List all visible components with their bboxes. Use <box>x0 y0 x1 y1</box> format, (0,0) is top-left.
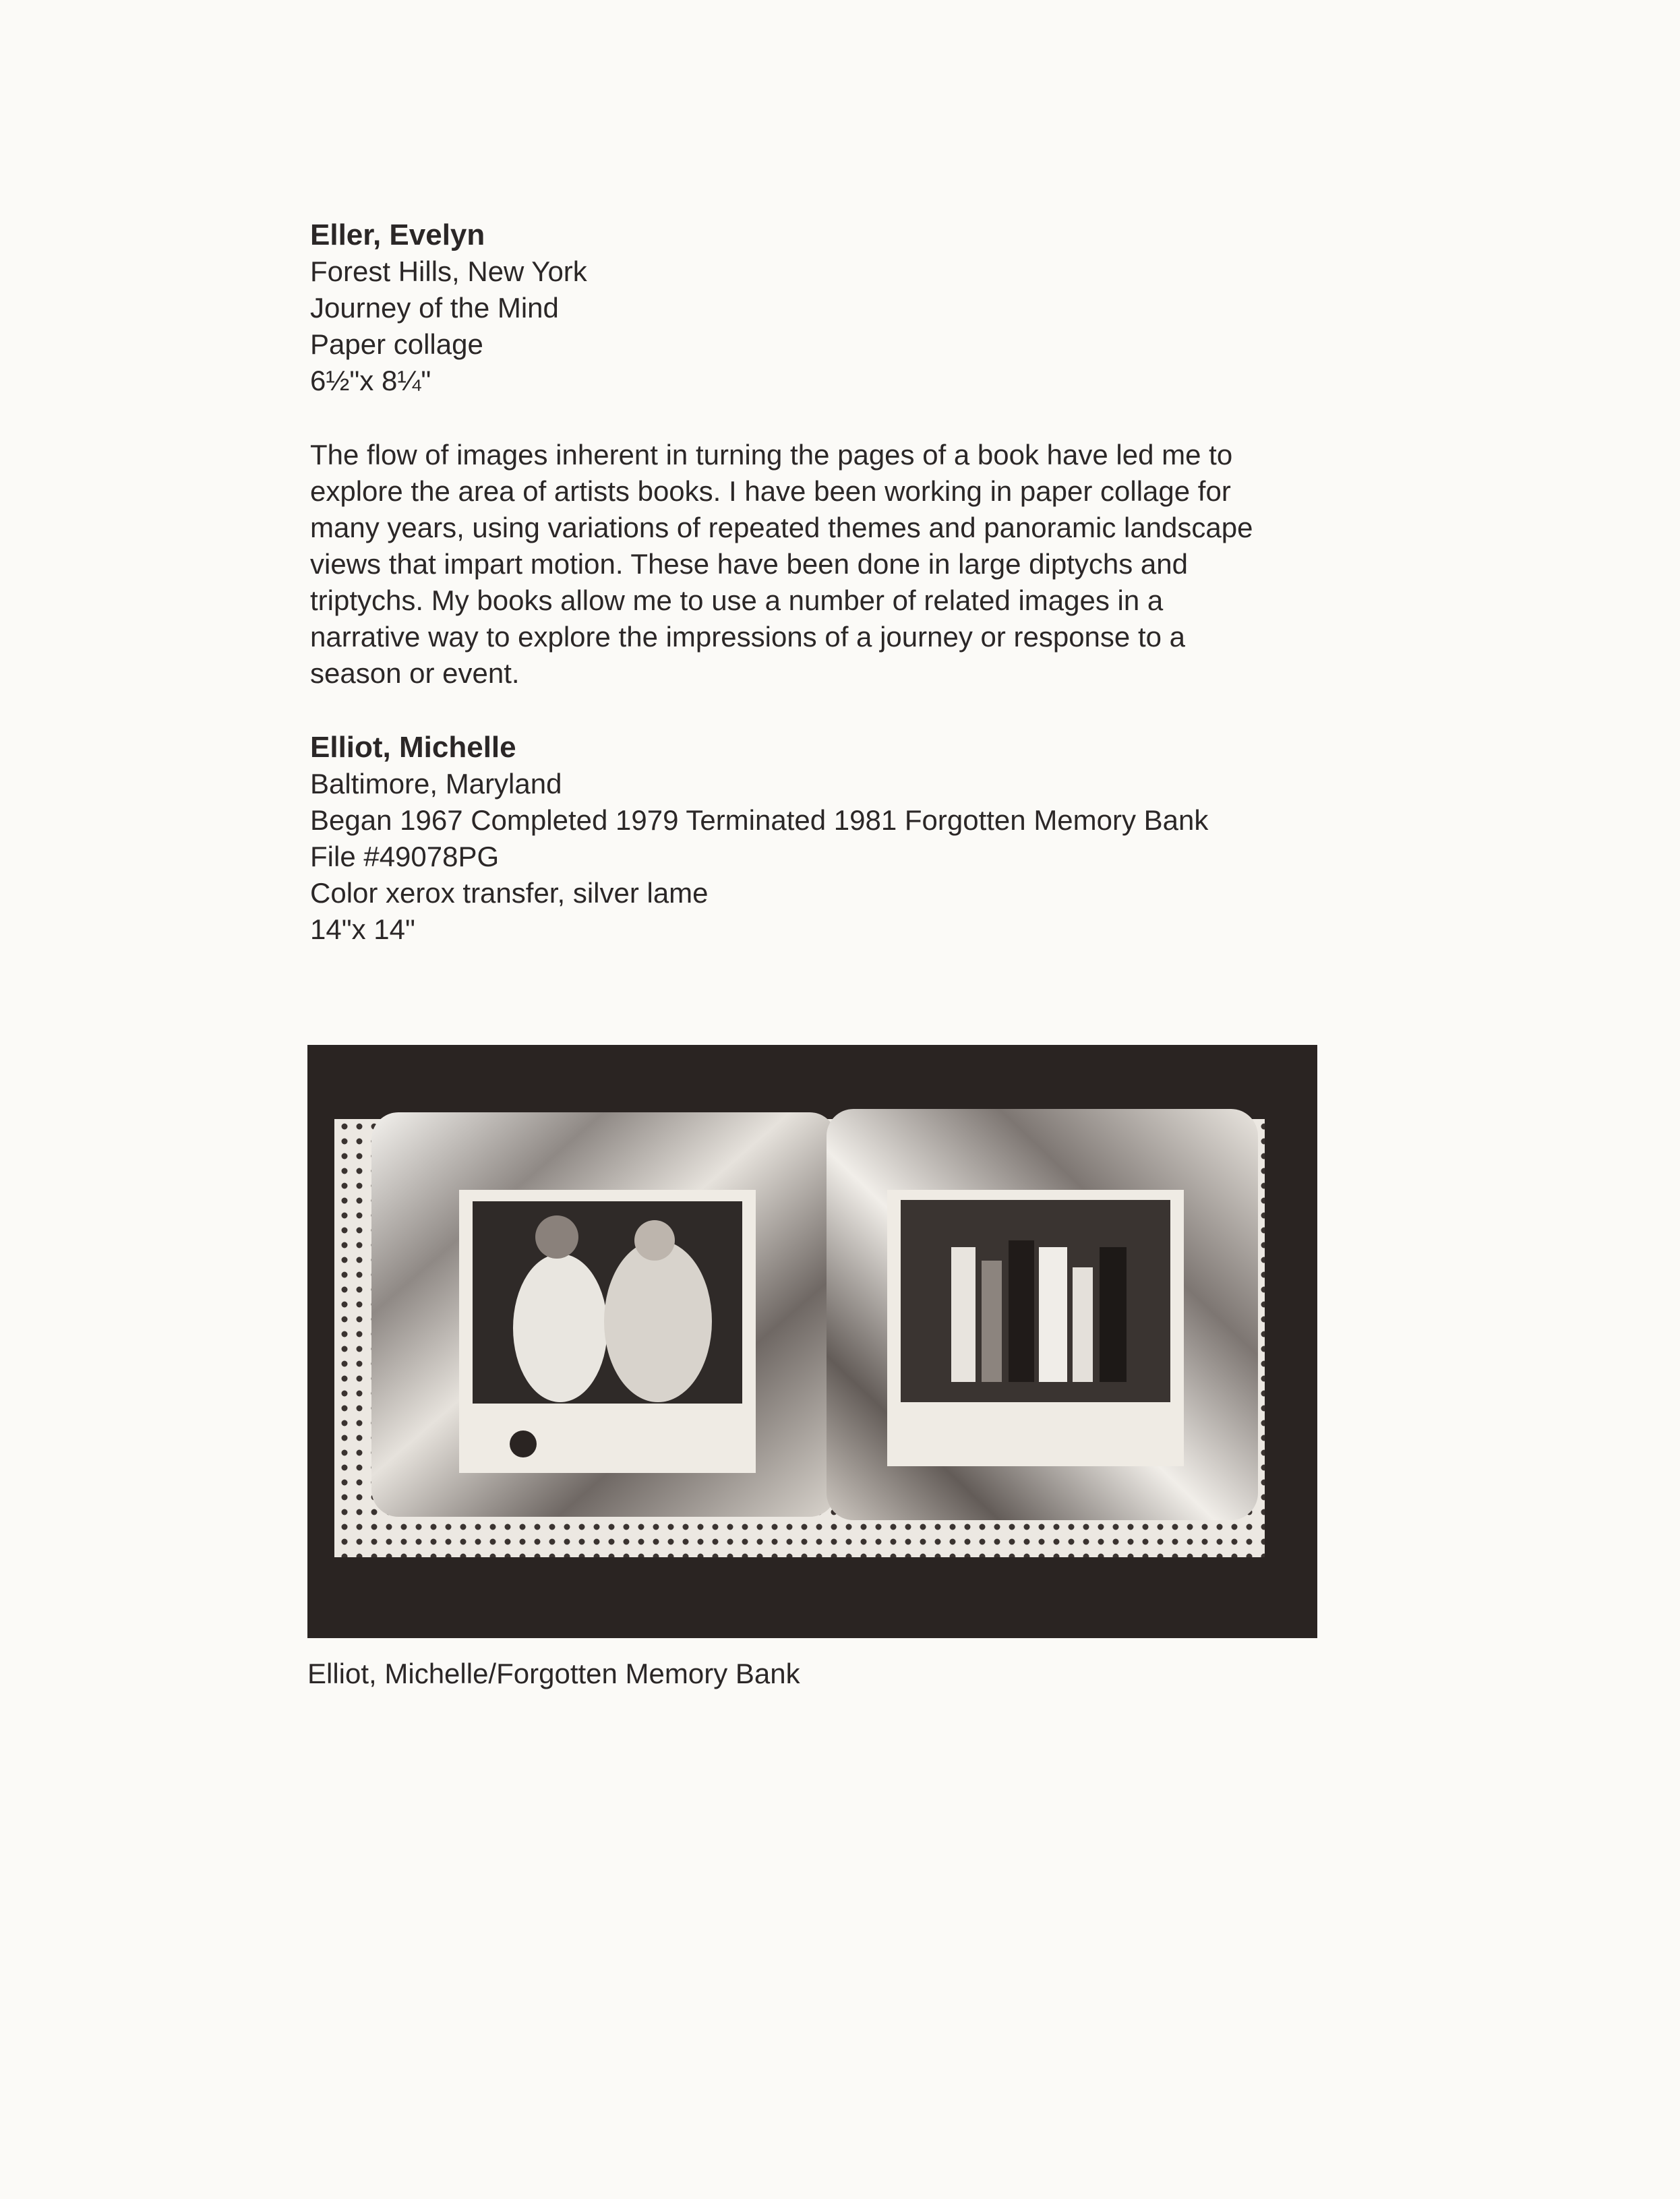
artwork-size: 14"x 14" <box>310 913 415 945</box>
artwork-title: Journey of the Mind <box>310 292 559 324</box>
artwork-medium: Paper collage <box>310 328 483 360</box>
artwork-photo <box>307 1045 1317 1638</box>
statement-line: explore the area of artists books. I have been working in paper collage for <box>310 475 1231 507</box>
artist-statement <box>310 437 1362 692</box>
statement-line: triptychs. My books allow me to use a number of related images in a <box>310 584 1164 616</box>
statement-line: many years, using variations of repeated themes and panoramic landscape <box>310 512 1253 543</box>
statement-line: views that impart motion. These have been done in large diptychs and <box>310 548 1188 580</box>
right-wedding-photo <box>901 1200 1170 1402</box>
artist-name: Eller, Evelyn <box>310 218 485 251</box>
artist-entry-eller <box>310 217 587 399</box>
statement-line: season or event. <box>310 657 520 689</box>
artist-location: Baltimore, Maryland <box>310 768 562 800</box>
artwork-medium: Color xerox transfer, silver lame <box>310 877 709 909</box>
artist-entry-elliot <box>310 729 1208 948</box>
artwork-file-number: File #49078PG <box>310 841 500 872</box>
photo-illustration <box>307 1045 1317 1638</box>
statement-line: narrative way to explore the impressions of a journey or response to a <box>310 621 1186 653</box>
statement-line: The flow of images inherent in turning the pages of a book have led me to <box>310 439 1233 471</box>
artwork-size: 6½"x 8¼" <box>310 365 431 396</box>
artwork-title: Began 1967 Completed 1979 Terminated 1981 Forgotten Memory Bank <box>310 804 1209 836</box>
artist-name: Elliot, Michelle <box>310 731 516 764</box>
artist-location: Forest Hills, New York <box>310 255 587 287</box>
photo-caption: Elliot, Michelle/Forgotten Memory Bank <box>307 1658 800 1689</box>
